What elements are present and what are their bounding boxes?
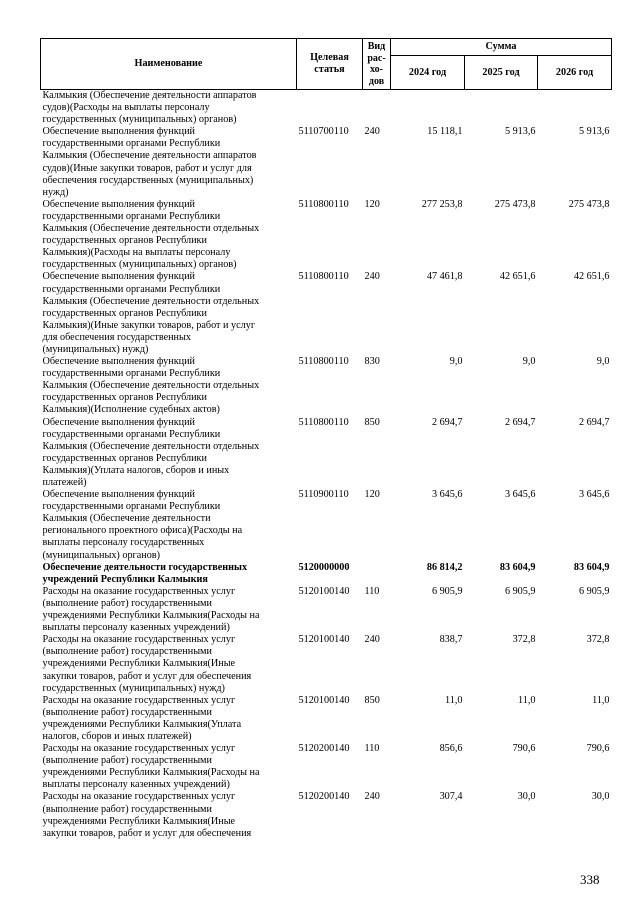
- row-value-2025: 5 913,6: [504, 126, 536, 138]
- row-name: [41, 791, 297, 839]
- row-code: 5120100140: [298, 694, 350, 706]
- row-value-2025: 275 473,8: [494, 198, 536, 210]
- row-name: [41, 489, 297, 562]
- row-name: [41, 126, 297, 199]
- row-value-2026: 30,0: [591, 791, 610, 803]
- row-name-line: нужд): [42, 186, 69, 198]
- row-value-2024: 9,0: [449, 356, 463, 368]
- row-name: [41, 199, 297, 272]
- row-name: [41, 586, 297, 634]
- row-name-line: учреждениями Республики Калмыкия(Иные: [42, 658, 236, 670]
- row-name-line: государственными органами Республики: [42, 368, 221, 380]
- row-name-line: Калмыкия (Обеспечение деятельности отдельных: [42, 295, 260, 307]
- row-name-line: Расходы на оказание государственных услуг: [42, 694, 236, 706]
- row-vid: 850: [364, 416, 380, 428]
- column-header-vid: Вид рас- хо- дов: [363, 39, 391, 90]
- row-name-line: Обеспечение выполнения функций: [42, 416, 195, 428]
- row-name-line: государственных (муниципальных) органов): [42, 114, 237, 126]
- row-value-2025: 6 905,9: [504, 585, 536, 597]
- row-name-line: выплаты персоналу казенных учреждений): [42, 779, 230, 791]
- row-value-2026: 11,0: [592, 694, 610, 706]
- row-code: 5110900110: [298, 489, 349, 501]
- row-name-line: Калмыкия)(Исполнение судебных актов): [42, 404, 220, 416]
- row-value-2025: 790,6: [512, 743, 536, 755]
- row-name-line: регионального проектного офиса)(Расходы на: [42, 525, 243, 537]
- row-vid: [363, 90, 391, 127]
- row-name: [41, 562, 297, 586]
- column-header-2025: 2025 год: [465, 56, 538, 90]
- row-name-line: государственными органами Республики: [42, 283, 221, 295]
- row-code: 5120100140: [298, 634, 350, 646]
- row-value-2025: 11,0: [518, 694, 536, 706]
- row-name-line: государственных (муниципальных) органов): [42, 259, 237, 271]
- row-name-line: Расходы на оказание государственных услуг: [42, 743, 236, 755]
- row-name-line: Калмыкия (Обеспечение деятельности отдельных: [42, 380, 260, 392]
- column-header-2024: 2024 год: [391, 56, 465, 90]
- row-name-line: Калмыкия)(Уплата налогов, сборов и иных: [42, 464, 230, 476]
- row-name-line: Обеспечение выполнения функций: [42, 271, 195, 283]
- column-header-code: Целевая статья: [297, 39, 363, 90]
- table-body: [41, 90, 612, 840]
- row-name-line: Расходы на оказание государственных услуг: [42, 791, 236, 803]
- table-row: [41, 562, 612, 586]
- row-name-line: учреждениями Республики Калмыкия(Иные: [42, 815, 236, 827]
- row-name-line: для обеспечения государственных: [42, 331, 191, 343]
- row-vid: 120: [364, 489, 380, 501]
- row-name-line: судов)(Иные закупки товаров, работ и услуг для: [42, 162, 252, 174]
- row-value-2026: [538, 90, 612, 127]
- row-value-2026: 372,8: [586, 634, 610, 646]
- row-name-line: обеспечения государственных (муниципальных): [42, 174, 254, 186]
- row-value-2024: 15 118,1: [427, 126, 463, 138]
- row-name-line: (выполнение работ) государственными: [42, 803, 212, 815]
- row-name-line: государственными органами Республики: [42, 210, 221, 222]
- row-vid: [363, 562, 391, 586]
- row-name-line: Калмыкия)(Расходы на выплаты персоналу: [42, 247, 231, 259]
- row-vid: 110: [364, 585, 380, 597]
- row-name-line: (выполнение работ) государственными: [42, 646, 212, 658]
- row-name-line: государственными органами Республики: [42, 501, 221, 513]
- row-name-line: учреждений Республики Калмыкия: [42, 573, 208, 585]
- row-name-line: закупки товаров, работ и услуг для обеспечения: [42, 827, 252, 839]
- row-vid: 120: [364, 198, 380, 210]
- row-value-2025: 372,8: [512, 634, 536, 646]
- row-value-2026: 9,0: [596, 356, 610, 368]
- row-name-line: Обеспечение выполнения функций: [42, 356, 195, 368]
- table-row: [41, 417, 612, 490]
- table-row: [41, 791, 612, 839]
- table-row: [41, 356, 612, 416]
- row-name-line: (выполнение работ) государственными: [42, 706, 212, 718]
- column-header-2026: 2026 год: [538, 56, 612, 90]
- row-name-line: учреждениями Республики Калмыкия(Расходы на: [42, 610, 260, 622]
- row-name-line: Калмыкия (Обеспечение деятельности отдельных: [42, 440, 260, 452]
- row-name: [41, 356, 297, 416]
- row-name-line: Обеспечение выполнения функций: [42, 198, 195, 210]
- row-code: 5120200140: [298, 743, 350, 755]
- row-name-line: Калмыкия (Обеспечение деятельности аппаратов: [42, 150, 257, 162]
- row-name: [41, 90, 297, 127]
- row-value-2024: 838,7: [439, 634, 463, 646]
- page-number: 338: [580, 872, 600, 887]
- row-name-line: судов)(Расходы на выплаты персоналу: [42, 102, 210, 114]
- row-code: 5110800110: [298, 198, 349, 210]
- row-code: 5120200140: [298, 791, 350, 803]
- row-value-2024: [391, 90, 465, 127]
- row-value-2025: 42 651,6: [499, 271, 536, 283]
- column-header-name: Наименование: [41, 39, 297, 90]
- row-value-2026: 83 604,9: [573, 561, 610, 573]
- row-value-2025: 3 645,6: [504, 489, 536, 501]
- row-value-2026: 790,6: [586, 743, 610, 755]
- row-name-line: государственными органами Республики: [42, 428, 221, 440]
- row-name-line: государственных органов Республики: [42, 307, 207, 319]
- budget-table: [40, 38, 612, 840]
- column-header-sum: Сумма: [391, 39, 612, 56]
- row-value-2025: 83 604,9: [499, 561, 536, 573]
- row-value-2024: 47 461,8: [426, 271, 463, 283]
- row-name-line: (выполнение работ) государственными: [42, 755, 212, 767]
- table-row: [41, 586, 612, 634]
- row-name-line: государственных органов Республики: [42, 392, 207, 404]
- row-value-2025: [465, 90, 538, 127]
- row-vid: 240: [364, 271, 380, 283]
- table-header: [41, 39, 612, 90]
- row-name-line: Расходы на оказание государственных услуг: [42, 634, 236, 646]
- row-name-line: выплаты персоналу казенных учреждений): [42, 622, 230, 634]
- row-value-2026: 5 913,6: [578, 126, 610, 138]
- row-name-line: Обеспечение деятельности государственных: [42, 561, 248, 573]
- row-code: 5120100140: [298, 585, 350, 597]
- row-vid: 110: [364, 743, 380, 755]
- row-name-line: государственными органами Республики: [42, 138, 221, 150]
- table-row: [41, 126, 612, 199]
- row-value-2025: 30,0: [517, 791, 536, 803]
- row-name-line: учреждениями Республики Калмыкия(Уплата: [42, 718, 242, 730]
- row-name-line: Обеспечение выполнения функций: [42, 489, 195, 501]
- table-row: [41, 743, 612, 791]
- row-value-2024: 277 253,8: [421, 198, 463, 210]
- row-value-2026: 275 473,8: [568, 198, 610, 210]
- row-name: [41, 695, 297, 743]
- table-row: [41, 199, 612, 272]
- row-code: 5110800110: [298, 271, 349, 283]
- row-value-2024: 2 694,7: [431, 416, 463, 428]
- table-row: [41, 489, 612, 562]
- row-value-2024: 86 814,2: [426, 561, 463, 573]
- row-value-2024: 11,0: [445, 694, 463, 706]
- row-vid: 830: [364, 356, 380, 368]
- row-name-line: государственных органов Республики: [42, 452, 207, 464]
- row-name-line: (выполнение работ) государственными: [42, 597, 212, 609]
- row-value-2026: 3 645,6: [578, 489, 610, 501]
- table-row: [41, 271, 612, 356]
- row-name-line: Расходы на оказание государственных услуг: [42, 585, 236, 597]
- row-name-line: государственных (муниципальных) нужд): [42, 682, 225, 694]
- row-value-2026: 42 651,6: [573, 271, 610, 283]
- table-row: [41, 90, 612, 127]
- row-vid: 240: [364, 791, 380, 803]
- row-name-line: (муниципальных) нужд): [42, 343, 149, 355]
- row-name: [41, 743, 297, 791]
- row-name-line: Калмыкия (Обеспечение деятельности: [42, 513, 211, 525]
- row-name-line: Калмыкия)(Иные закупки товаров, работ и услуг: [42, 319, 256, 331]
- row-code: 5110700110: [298, 126, 349, 138]
- row-value-2026: 6 905,9: [578, 585, 610, 597]
- row-value-2024: 856,6: [439, 743, 463, 755]
- row-name-line: (муниципальных) органов): [42, 549, 160, 561]
- row-value-2026: 2 694,7: [578, 416, 610, 428]
- row-value-2024: 3 645,6: [431, 489, 463, 501]
- row-name-line: налогов, сборов и иных платежей): [42, 730, 192, 742]
- table-row: [41, 634, 612, 694]
- row-name-line: платежей): [42, 477, 87, 488]
- row-code: 5110800110: [298, 416, 349, 428]
- row-vid: 240: [364, 634, 380, 646]
- row-value-2025: 9,0: [522, 356, 536, 368]
- row-name: [41, 271, 297, 356]
- table-row: [41, 695, 612, 743]
- row-name: [41, 417, 297, 490]
- row-name-line: учреждениями Республики Калмыкия(Расходы на: [42, 767, 260, 779]
- row-code: 5120000000: [298, 561, 350, 573]
- row-name-line: закупки товаров, работ и услуг для обеспечения: [42, 670, 252, 682]
- row-value-2024: 6 905,9: [431, 585, 463, 597]
- row-code: [297, 90, 363, 127]
- row-value-2025: 2 694,7: [504, 416, 536, 428]
- row-name-line: выплаты персоналу государственных: [42, 537, 205, 549]
- row-vid: 240: [364, 126, 380, 138]
- row-code: 5110800110: [298, 356, 349, 368]
- row-name-line: Обеспечение выполнения функций: [42, 126, 195, 138]
- row-name: [41, 634, 297, 694]
- row-name-line: Калмыкия (Обеспечение деятельности аппаратов: [42, 90, 257, 101]
- row-name-line: Калмыкия (Обеспечение деятельности отдельных: [42, 223, 260, 235]
- row-vid: 850: [364, 694, 380, 706]
- row-value-2024: 307,4: [439, 791, 463, 803]
- row-name-line: государственных органов Республики: [42, 235, 207, 247]
